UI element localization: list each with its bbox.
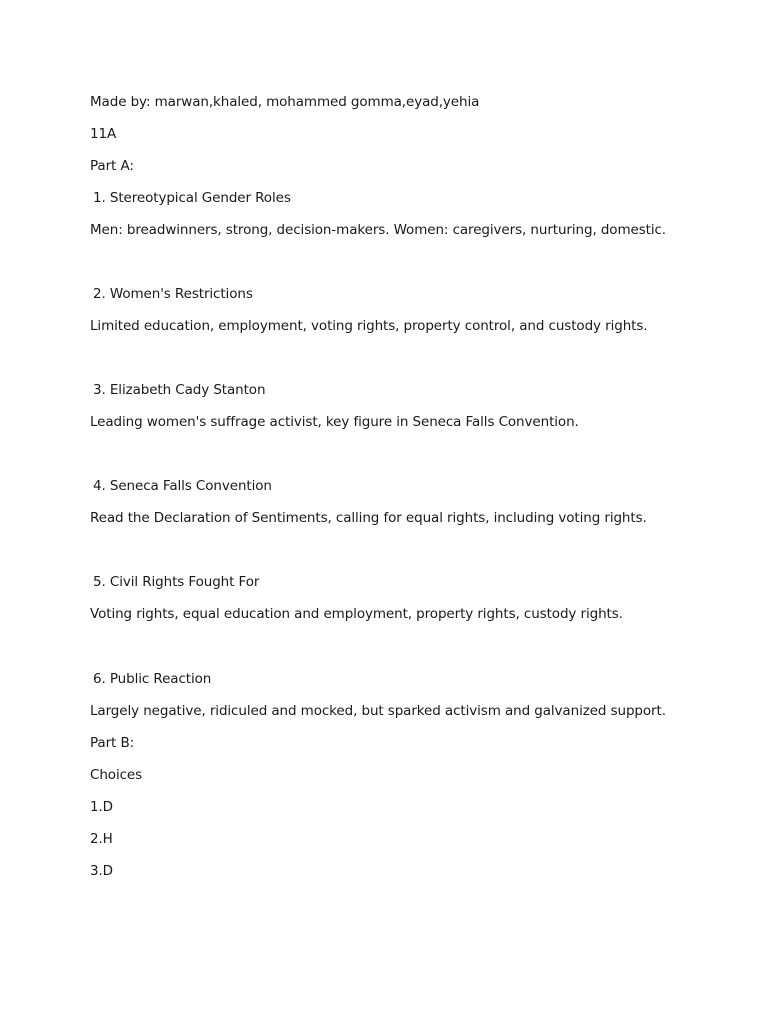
section-body: Largely negative, ridiculed and mocked, but sparked activism and galvanized support. (90, 703, 666, 719)
part-b-heading: Part B: (90, 735, 135, 751)
section-body: Men: breadwinners, strong, decision-makers. Women: caregivers, nurturing, domestic. (90, 222, 666, 238)
section-heading: 4. Seneca Falls Convention (93, 478, 272, 494)
section-body: Limited education, employment, voting rights, property control, and custody rights. (90, 318, 648, 334)
section-body: Voting rights, equal education and employment, property rights, custody rights. (90, 606, 623, 622)
section-heading: 5. Civil Rights Fought For (93, 574, 260, 590)
section-heading: 6. Public Reaction (93, 671, 212, 687)
author-line: Made by: marwan,khaled, mohammed gomma,eyad,yehia (90, 94, 480, 110)
section-body: Read the Declaration of Sentiments, calling for equal rights, including voting rights. (90, 510, 647, 526)
answer-item: 2.H (90, 831, 113, 847)
section-heading: 3. Elizabeth Cady Stanton (93, 382, 266, 398)
section-heading: 2. Women's Restrictions (93, 286, 253, 302)
class-label: 11A (90, 126, 117, 142)
section-body: Leading women's suffrage activist, key figure in Seneca Falls Convention. (90, 414, 579, 430)
part-a-heading: Part A: (90, 158, 134, 174)
answer-item: 1.D (90, 799, 113, 815)
section-heading: 1. Stereotypical Gender Roles (93, 190, 291, 206)
choices-label: Choices (90, 767, 143, 783)
answer-item: 3.D (90, 863, 113, 879)
